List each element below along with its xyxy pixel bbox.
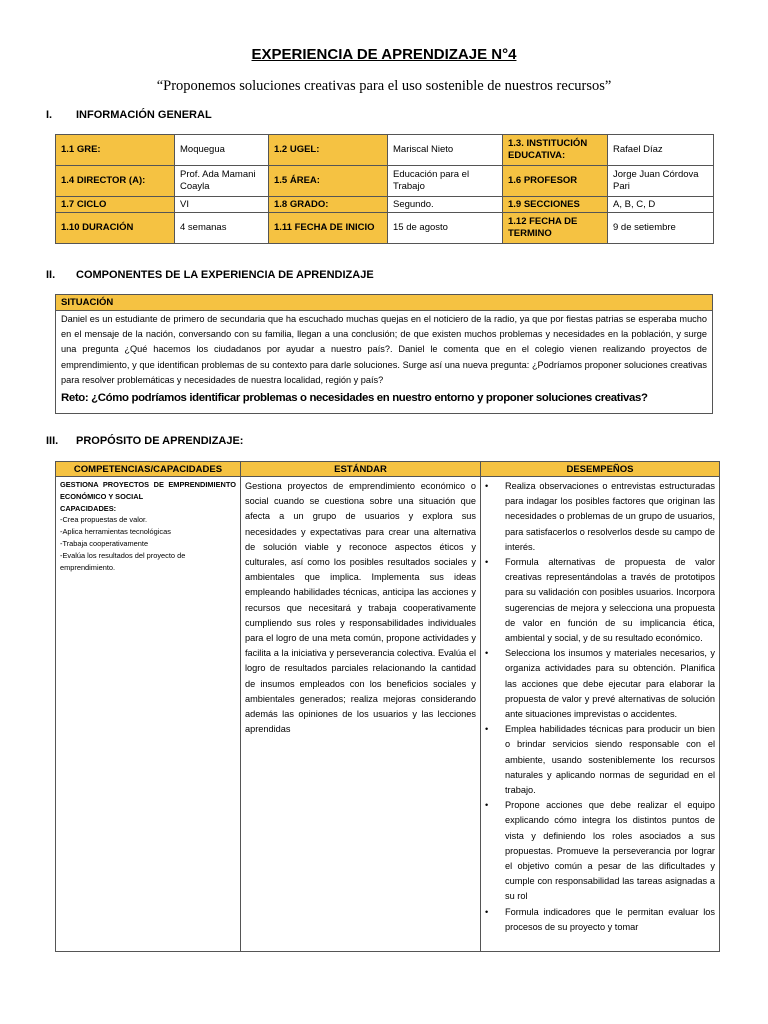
capacidad-item: -Trabaja cooperativamente	[60, 538, 149, 548]
desempeno-text: Propone acciones que debe realizar el equipo explicando cómo integra los distintos puntos de vista y definiendo los roles asociados a sus propuestas. Promueve la perseverancia por lograr el objetivo común a pesar de las dificultades y cumple con responsabilidad las tareas asignadas a su rol	[505, 800, 715, 902]
list-item	[485, 905, 715, 935]
table-row	[56, 213, 714, 244]
page-title: EXPERIENCIA DE APRENDIZAJE N°4	[251, 46, 517, 63]
bullet-icon: •	[485, 724, 489, 735]
desempeno-text: Emplea habilidades técnicas para producir un bien o brindar servicios siendo responsable con el ambiente, usando sosteniblemente los recursos naturales y aplicando normas de seguridad en el trabajo.	[505, 724, 715, 796]
table-row	[56, 477, 720, 952]
institucion-value: Rafael Díaz	[608, 135, 714, 166]
bullet-icon: •	[485, 906, 489, 917]
proposito-table	[55, 461, 720, 952]
fecha-termino-label: 1.12 FECHA DE TERMINO	[503, 213, 608, 244]
profesor-value: Jorge Juan Córdova Pari	[608, 166, 714, 197]
section-heading-general	[46, 109, 212, 121]
desempeno-text: Formula alternativas de propuesta de valor creativas representándolas a través de prototipos para su validación con posibles usuarios. Incorpora sugerencias de mejora y selecciona una propuesta de valor en función de su implicancia ética, ambiental y social, y de su resultado económico.	[505, 557, 715, 644]
list-item	[485, 646, 715, 722]
estandar-cell: Gestiona proyectos de emprendimiento económico o social cuando se cuestiona sobre una situación que afecta a un grupo de usuarios y explora sus necesidades y expectativas para crear una alternativa de solución viable y reconoce aspectos éticos y culturales, así como los posibles resultados sociales y ambientales que implica. Implementa sus ideas empleando habilidades técnicas, anticipa las acciones y recursos que necesitará y trabaja cooperativamente cumpliendo sus roles y responsabilidades individuales para el logro de una meta común, propone actividades y facilita a la iniciativa y perseverancia colectiva. Evalúa el logro de resultados parciales relacionando la cantidad de insumos empleados con los beneficios sociales y ambientales generados; realiza mejoras considerando además las opiniones de los usuarios y las lecciones aprendidas	[241, 477, 481, 952]
page-subtitle: “Proponemos soluciones creativas para el uso sostenible de nuestros recursos”	[156, 78, 612, 94]
bullet-icon: •	[485, 481, 489, 491]
list-item	[485, 479, 715, 555]
profesor-label: 1.6 PROFESOR	[503, 166, 608, 197]
section-title: COMPONENTES DE LA EXPERIENCIA DE APRENDIZAJE	[76, 269, 374, 281]
capacidades-label: CAPACIDADES:	[60, 503, 117, 513]
ciclo-label: 1.7 CICLO	[56, 197, 175, 213]
ugel-label: 1.2 UGEL:	[269, 135, 388, 166]
desempeno-text: Selecciona los insumos y materiales necesarios, y organiza actividades para su obtención. Planifica las acciones que debe ejecutar para elaborar la propuesta de valor y prevé alternativas de solución ante situaciones imprevistas o accidentes.	[505, 648, 715, 720]
fecha-inicio-label: 1.11 FECHA DE INICIO	[269, 213, 388, 244]
secciones-value: A, B, C, D	[608, 197, 714, 213]
competencia-title: GESTIONA PROYECTOS DE EMPRENDIMIENTO ECONÓMICO Y SOCIAL	[60, 480, 236, 501]
bullet-icon: •	[485, 557, 489, 568]
director-label: 1.4 DIRECTOR (A):	[56, 166, 175, 197]
section-heading-componentes	[46, 269, 374, 281]
header-competencias: COMPETENCIAS/CAPACIDADES	[56, 462, 241, 477]
section-title: PROPÓSITO DE APRENDIZAJE:	[76, 435, 244, 447]
header-estandar: ESTÁNDAR	[241, 462, 481, 477]
area-label: 1.5 ÁREA:	[269, 166, 388, 197]
duracion-label: 1.10 DURACIÓN	[56, 213, 175, 244]
gre-value: Moquegua	[175, 135, 269, 166]
table-row	[56, 166, 714, 197]
table-row	[56, 135, 714, 166]
section-title: INFORMACIÓN GENERAL	[76, 109, 212, 121]
section-number: I.	[46, 109, 53, 121]
situacion-label: SITUACIÓN	[56, 295, 712, 311]
secciones-label: 1.9 SECCIONES	[503, 197, 608, 213]
desempeno-text: Formula indicadores que le permitan evaluar los procesos de su proyecto y tomar	[505, 906, 715, 932]
director-value: Prof. Ada Mamani Coayla	[175, 166, 269, 197]
table-header-row	[56, 462, 720, 477]
duracion-value: 4 semanas	[175, 213, 269, 244]
area-value: Educación para el Trabajo	[388, 166, 503, 197]
ciclo-value: VI	[175, 197, 269, 213]
desempenos-list	[485, 479, 715, 935]
section-number: III.	[46, 435, 59, 447]
table-row	[56, 197, 714, 213]
desempeno-text: Realiza observaciones o entrevistas estructuradas para indagar los posibles factores que originan las necesidades o problemas de un grupo de usuarios, para satisfacerlos o resolverlos desde su campo de interés.	[505, 481, 715, 552]
capacidad-item: -Aplica herramientas tecnológicas	[60, 527, 171, 537]
capacidad-item: -Crea propuestas de valor.	[60, 515, 148, 525]
grado-value: Segundo.	[388, 197, 503, 213]
capacidad-item: -Evalúa los resultados del proyecto de emprendimiento.	[60, 550, 186, 572]
situacion-box	[55, 294, 713, 414]
fecha-termino-value: 9 de setiembre	[608, 213, 714, 244]
desempenos-cell	[481, 477, 720, 952]
section-number: II.	[46, 269, 56, 281]
grado-label: 1.8 GRADO:	[269, 197, 388, 213]
fecha-inicio-value: 15 de agosto	[388, 213, 503, 244]
list-item	[485, 798, 715, 904]
reto-text: Reto: ¿Cómo podríamos identificar problemas o necesidades en nuestro entorno y proponer soluciones creativas?	[61, 392, 648, 405]
header-desempenos: DESEMPEÑOS	[481, 462, 720, 477]
section-heading-proposito	[46, 435, 243, 447]
bullet-icon: •	[485, 648, 489, 659]
ugel-value: Mariscal Nieto	[388, 135, 503, 166]
competencias-cell	[56, 477, 241, 952]
general-info-table	[55, 134, 714, 244]
bullet-icon: •	[485, 800, 489, 811]
gre-label: 1.1 GRE:	[56, 135, 175, 166]
list-item	[485, 722, 715, 798]
situacion-text: Daniel es un estudiante de primero de secundaria que ha escuchado muchas quejas en el noticiero de la radio, ya que por fiestas patrias se esperaba mucho en el mensaje de la nación, conversando con su familia, llegan a una conclusión; de que existen muchos problemas y necesidades en la población, y surge una pregunta ¿Qué hacemos los ciudadanos por ayudar a nuestro país?. Daniel le comenta que en el colegio vienen realizando proyectos de emprendimiento, y que identifican problemas de su contexto para darle soluciones. Surge así una nueva pregunta: ¿Podríamos proponer soluciones creativas para resolver problemáticas y necesidades de nuestra localidad, región y país?	[61, 314, 707, 385]
list-item	[485, 555, 715, 646]
institucion-label: 1.3. INSTITUCIÓN EDUCATIVA:	[503, 135, 608, 166]
